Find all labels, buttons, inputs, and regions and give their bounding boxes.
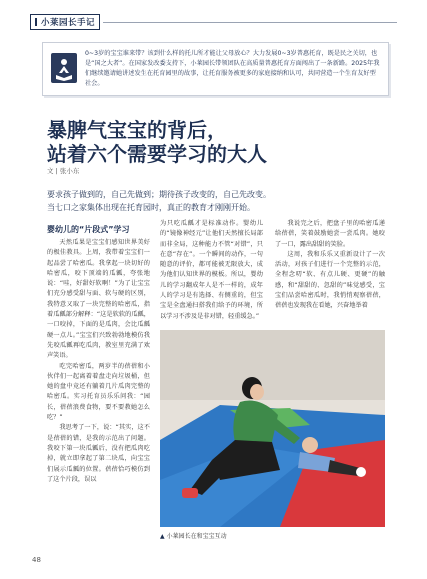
body-column-right (275, 219, 385, 312)
intro-box (42, 42, 389, 96)
paragraph: 吃完哈密瓜，两岁半的蓓蓓和小伙伴们一起离着着盘走向垃圾桶，但她的盘中竟还有躺着几片瓜肉完整的哈密瓜。实习托育员乐乐问我：“园长，蓓蓓浪费食物，要不要教她怎么吃？” (47, 362, 150, 422)
body-column-middle (160, 219, 263, 322)
paragraph: 天然瓜果是宝宝们感知世界美好的极佳教具。上周，我带着宝宝们一起品尝了哈密瓜。我拿起一块切好的哈密瓜，咬下顶端的瓜瓤，夸张地说：“哇，好甜好软啊！”为了让宝宝们充分感受甜与面、软与硬的区别，我特意又取了一块完整的哈密瓜，指着瓜瓤部分解释：“这是软软的瓜瓤，一口咬掉，下面的是瓜肉，会比瓜瓤硬一点儿。”宝宝们兴致勃勃地模仿我先咬瓜瓤再吃瓜肉，教室里充满了欢声笑语。 (47, 239, 150, 360)
column-tag-label: 小莱园长手记 (41, 18, 96, 28)
headline-line-1: 暴脾气宝宝的背后， (47, 118, 227, 142)
paragraph: 我思考了一下，说：“其实，这不是蓓蓓的错，是我的示范出了问题。我咬下第一块瓜瓤后，没有把瓜肉吃掉，就立即拿起了第二块瓜，向宝宝们展示瓜瓤的位置。蓓蓓恰巧模仿到了这个片段，误以 (47, 424, 150, 483)
paragraph: 我说完之后，把盘子里的哈密瓜递给蓓蓓，笑着鼓励她尝一尝瓜肉。她咬了一口，露出甜甜的笑脸。 (275, 220, 385, 248)
column-tag (30, 14, 100, 30)
page-number: 48 (32, 556, 41, 564)
lead-line-2: 当七口之家集体出现在托育园时，真正的教育才刚刚开始。 (47, 203, 255, 212)
article-photo (160, 330, 385, 527)
paragraph: 这周，我和乐乐又重新设计了一次活动，对孩子们进行一个完整的示范，全程念叨“软、有点儿硬、更硬”的触感，和“甜甜的、忽甜的”味觉感受，宝宝们品尝哈密瓜时，我悄悄观察蓓蓓，蓓蓓也发现我在看她，兴奋地举着 (275, 250, 385, 310)
photo-caption (160, 531, 227, 540)
byline: 文 | 张小东 (47, 167, 80, 175)
section-title: 婴幼儿的“片段式”学习 (47, 225, 130, 234)
caption-marker-icon: ▲ (160, 533, 165, 540)
book-person-icon (51, 53, 77, 83)
headline (47, 118, 267, 166)
caption-text: 小莱园长在和宝宝互动 (166, 533, 227, 540)
paragraph: 为只吃瓜瓤才是标准动作。婴幼儿的“镜像神经元”让他们天然擅长局部而非全局，这种能力不管“对错”，只在意“存在”。一个瞬间的动作，一句随意的评价，都可能被无限放大，成为他们认知世界的模板。所以，婴幼儿的学习翻成年人是不一样的，成年人的学习是有选择、有侧重的，但宝宝是全盘通扫搭我们给予的环境，所以学习不涉及是非对错，轻重缓急。” (160, 220, 263, 320)
lead-text (47, 188, 387, 214)
lead-line-1: 要求孩子做到的，自己先做到；期待孩子改变的，自己先改变。 (47, 190, 271, 199)
intro-text: 0~3岁的宝宝谁来带？该到什么样的托儿所才能让父母放心？大力发展0~3岁普惠托育，既是民之关切，也是“国之大者”。在国家发改委支持下，小莱园长带领团队在高质量普惠托育方面闯出了一条新路。2025年我们继续邀请她讲述发生在托育园里的故事，让托育服务被更多的家庭接纳和认可，共同营造一个生育友好型社会。 (85, 50, 380, 87)
photo-illustration (160, 330, 385, 527)
headline-line-2: 站着六个需要学习的大人 (47, 142, 267, 166)
body-column-left (47, 238, 150, 485)
header-rule (103, 22, 397, 23)
